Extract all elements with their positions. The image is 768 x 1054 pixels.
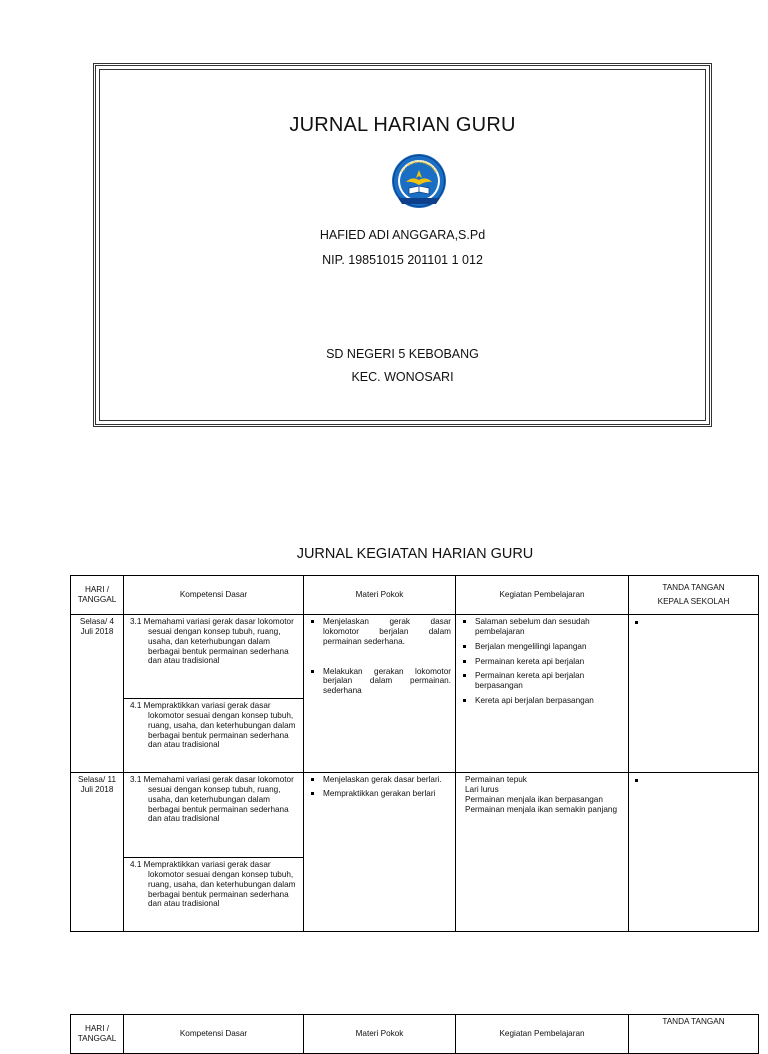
kd-cell: [124, 699, 304, 773]
journal-title: JURNAL KEGIATAN HARIAN GURU: [296, 546, 534, 562]
header-day: HARI / TANGGAL: [71, 576, 124, 615]
kegiatan-list: [460, 617, 624, 706]
teacher-nip: NIP. 19851015 201101 1 012: [322, 253, 483, 267]
header-ttd-line1: TANDA TANGAN: [662, 583, 725, 593]
kd-text: 3.1 Memahami variasi gerak dasar lokomotor sesuai dengan konsep tubuh, ruang, usaha, dan keterhubungan dalam berbagai bentuk permainan sederhana dan atau tradisional: [130, 617, 294, 666]
header-ttd: [629, 1015, 759, 1054]
kd-text: 4.1 Mempraktikkan variasi gerak dasar lokomotor sesuai dengan konsep tubuh, ruang, usaha, dan keterhubungan dalam berbagai bentuk permainan sederhana dan atau tradisional: [130, 701, 296, 750]
materi-cell: [304, 773, 456, 932]
teacher-name: HAFIED ADI ANGGARA,S.Pd: [319, 228, 486, 242]
kegiatan-list: [456, 775, 625, 814]
header-ttd-line1: TANDA TANGAN: [662, 1017, 725, 1026]
header-kd: Kompetensi Dasar: [124, 576, 304, 615]
journal-table-next-page: [70, 1014, 759, 1054]
bullet-icon: [635, 779, 638, 782]
table-row: [71, 773, 759, 858]
list-item: Kereta api berjalan berpasangan: [460, 696, 624, 706]
table-header-row: [71, 576, 759, 615]
kd-text: 4.1 Mempraktikkan variasi gerak dasar lokomotor sesuai dengan konsep tubuh, ruang, usaha, dan keterhubungan dalam berbagai bentuk permainan sederhana dan atau tradisional: [130, 860, 296, 909]
materi-list: [308, 617, 451, 696]
header-ttd: [629, 576, 759, 615]
table-row: [71, 615, 759, 699]
kegiatan-cell: [456, 615, 629, 773]
cover-inner-border: [99, 69, 706, 421]
list-item: Mempraktikkan gerakan berlari: [308, 789, 451, 799]
list-item: Permainan kereta api berjalan: [460, 657, 624, 667]
cover-title: JURNAL HARIAN GURU: [289, 114, 516, 136]
list-item: Menjelaskan gerak dasar berlari.: [308, 775, 451, 785]
header-kd: Kompetensi Dasar: [124, 1015, 304, 1054]
list-item: Menjelaskan gerak dasar lokomotor berjalan dalam permainan sederhana.: [308, 617, 451, 647]
list-item: Melakukan gerakan lokomotor berjalan dalam permainan. sederhana: [308, 667, 451, 697]
materi-cell: [304, 615, 456, 773]
signature-cell: [629, 773, 759, 932]
journal-table: [70, 575, 759, 932]
kd-cell: [124, 773, 304, 858]
header-kegiatan: Kegiatan Pembelajaran: [456, 1015, 629, 1054]
list-item: Permainan menjala ikan berpasangan: [456, 795, 625, 805]
kegiatan-cell: [456, 773, 629, 932]
header-kegiatan: Kegiatan Pembelajaran: [456, 576, 629, 615]
svg-text:TUT WURI HANDAYANI: TUT WURI HANDAYANI: [400, 159, 438, 174]
tut-wuri-handayani-logo: [384, 148, 454, 218]
header-day: HARI / TANGGAL: [71, 1015, 124, 1054]
header-materi: Materi Pokok: [304, 576, 456, 615]
district-name: KEC. WONOSARI: [351, 370, 454, 384]
header-ttd-line2: KEPALA SEKOLAH: [657, 597, 730, 606]
kd-cell: [124, 858, 304, 932]
bullet-icon: [635, 621, 638, 624]
row-date: Selasa/ 11 Juli 2018: [71, 773, 124, 932]
list-item: Lari lurus: [456, 785, 625, 795]
list-item: Salaman sebelum dan sesudah pembelajaran: [460, 617, 624, 637]
cover-frame: [93, 63, 712, 427]
list-item: Berjalan mengelilingi lapangan: [460, 642, 624, 652]
header-materi: Materi Pokok: [304, 1015, 456, 1054]
kd-cell: [124, 615, 304, 699]
kd-text: 3.1 Memahami variasi gerak dasar lokomotor sesuai dengan konsep tubuh, ruang, usaha, dan keterhubungan dalam berbagai bentuk permainan sederhana dan atau tradisional: [130, 775, 294, 824]
signature-cell: [629, 615, 759, 773]
table-header-row: [71, 1015, 759, 1054]
list-item: Permainan tepuk: [456, 775, 625, 785]
list-item: Permainan kereta api berjalan berpasangan: [460, 671, 624, 691]
row-date: Selasa/ 4 Juli 2018: [71, 615, 124, 773]
materi-list: [308, 775, 451, 799]
list-item: Permainan menjala ikan semakin panjang: [456, 805, 625, 815]
school-name: SD NEGERI 5 KEBOBANG: [326, 347, 479, 361]
